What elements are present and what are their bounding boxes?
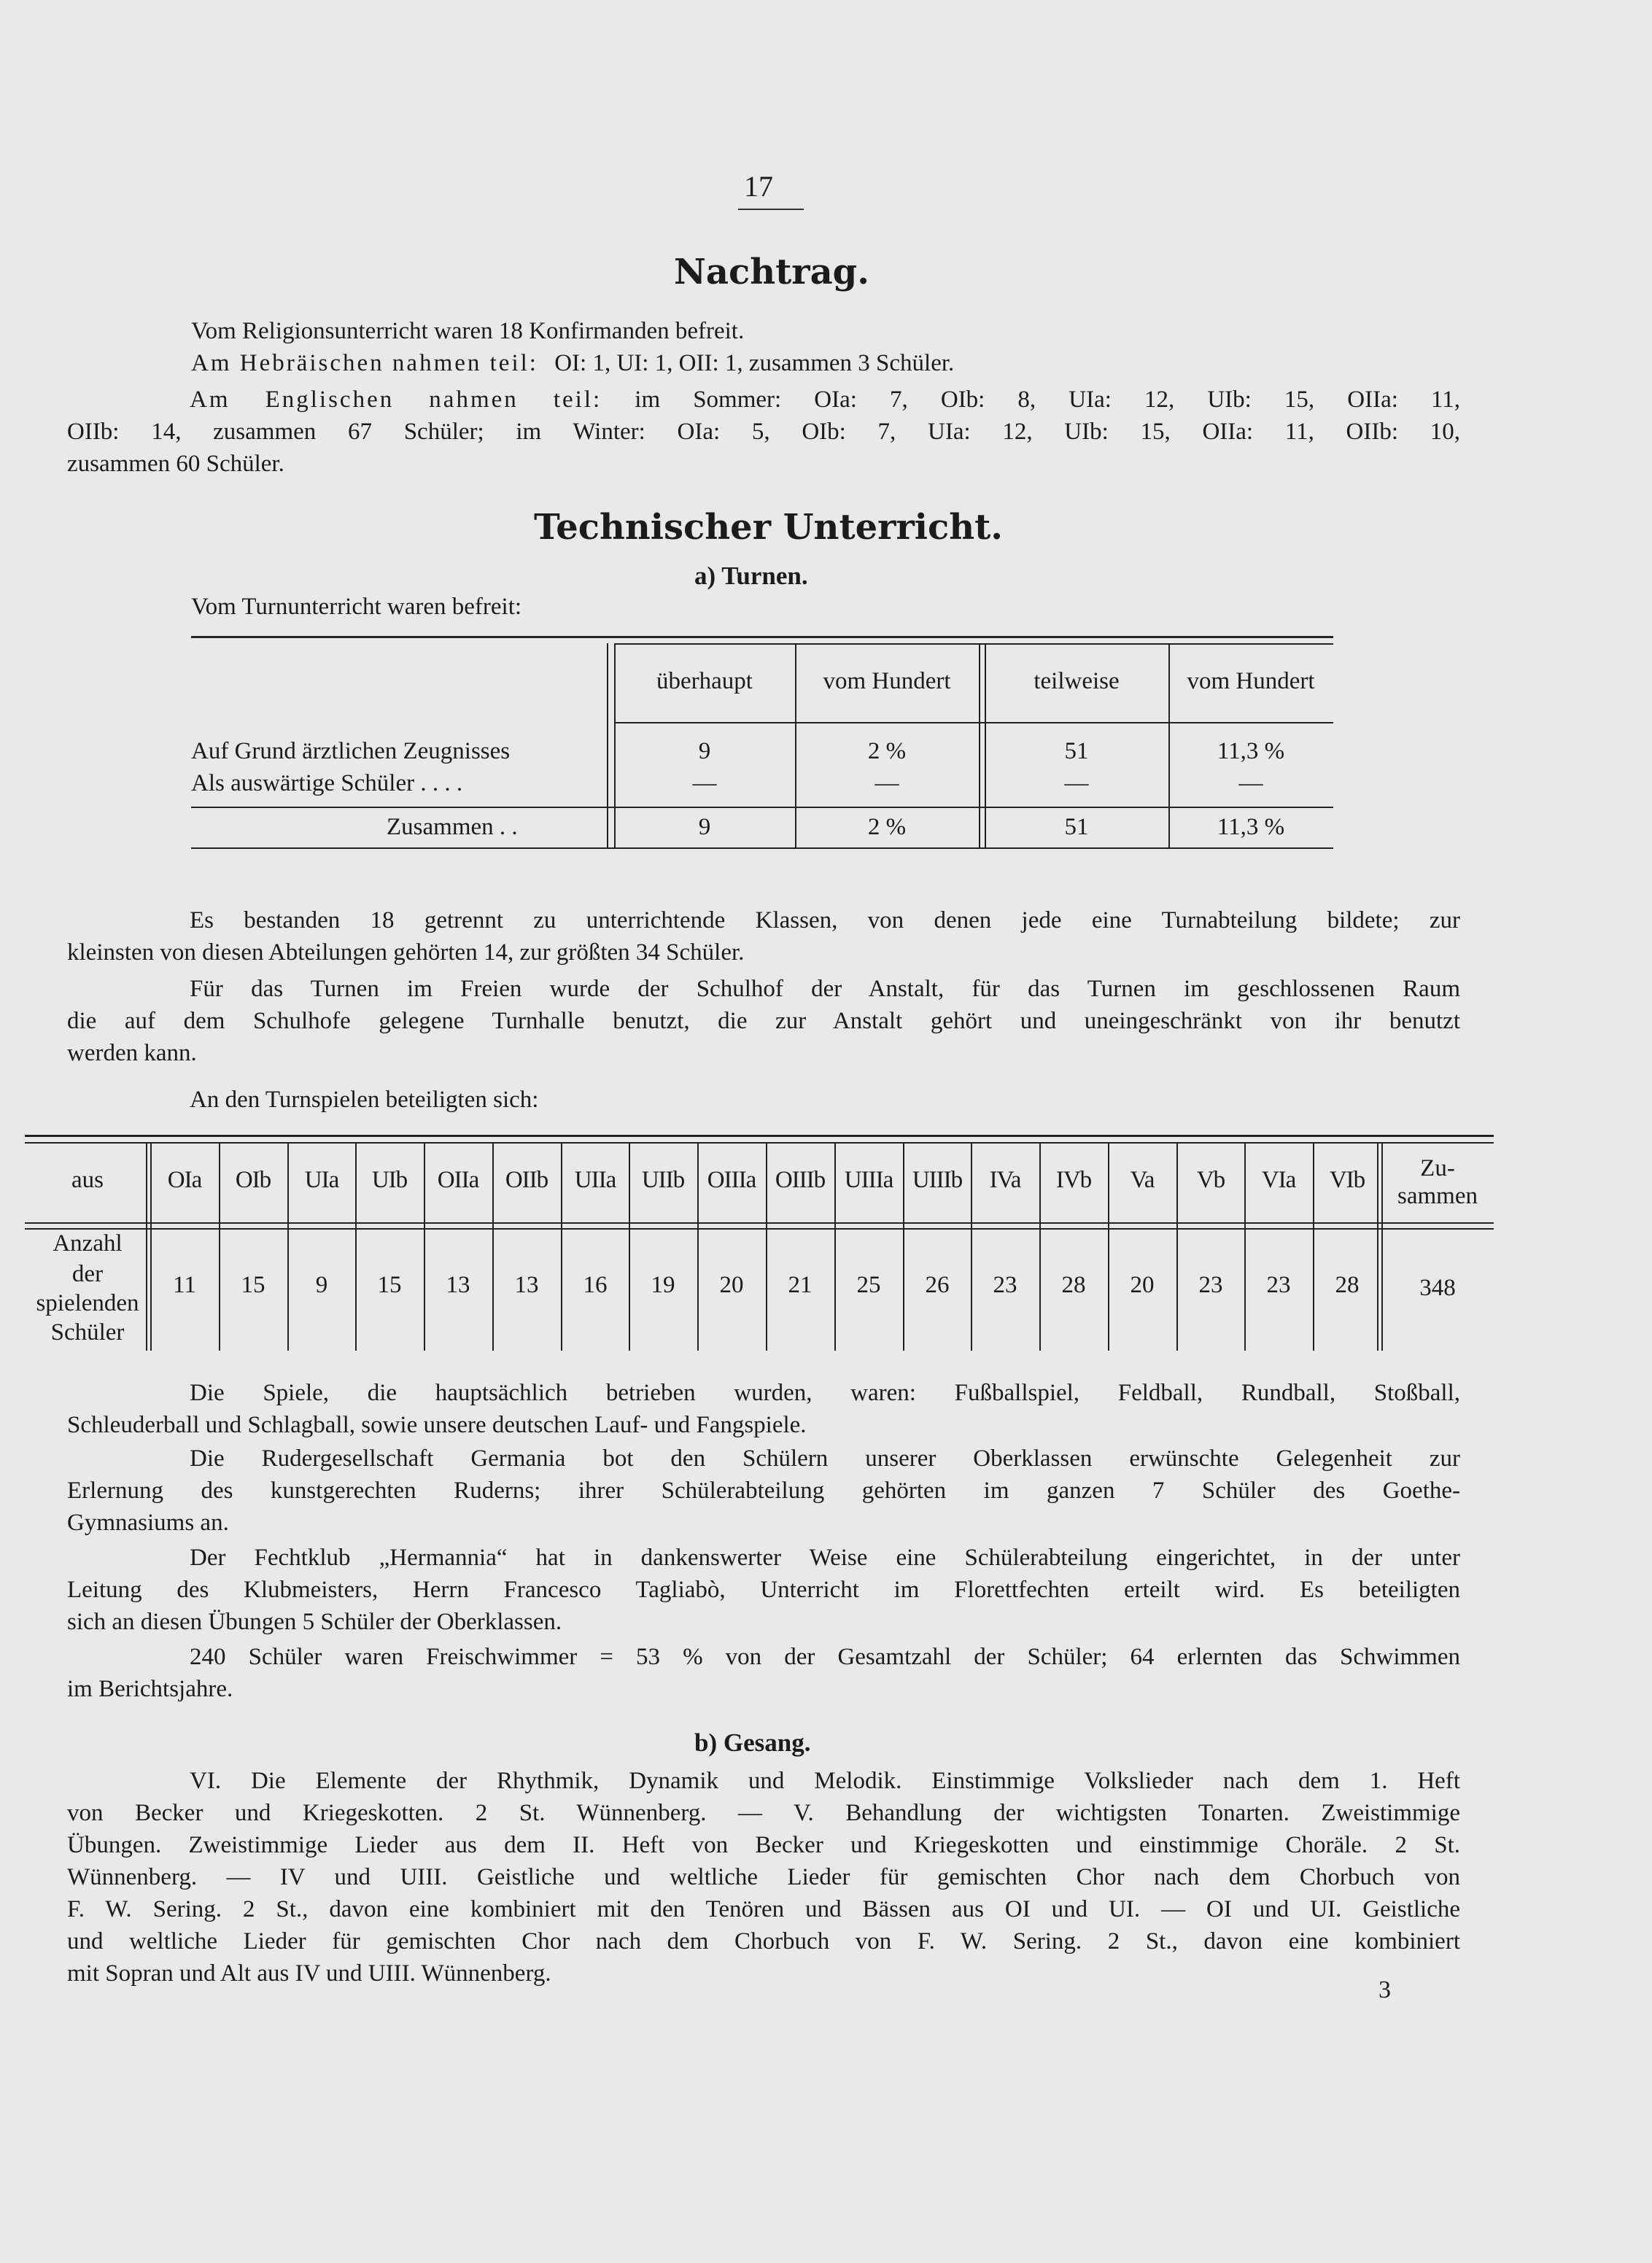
t1-head-3: teilweise	[1034, 668, 1120, 694]
t2-class-head: UIa	[304, 1167, 339, 1193]
t2-total-head-1: Zu-	[1420, 1155, 1455, 1181]
t2-row-label-head: aus	[71, 1167, 104, 1193]
gesang-line-1: VI. Die Elemente der Rhythmik, Dynamik und Melodik. Einstimmige Volkslieder nach dem 1. Heft	[190, 1768, 1460, 1794]
t2-value-cell: 15	[241, 1272, 265, 1298]
t1-row2-v1: —	[692, 770, 717, 796]
t2-value-cell: 23	[1266, 1272, 1291, 1298]
turnhalle-paragraph	[67, 973, 1460, 1069]
hebraeisch-rest: OI: 1, UI: 1, OII: 1, zusammen 3 Schüler.	[554, 350, 955, 376]
sheet-number: 3	[1378, 1976, 1391, 2003]
t2-class-head: VIb	[1329, 1167, 1365, 1193]
t2-value-cell: 13	[514, 1272, 539, 1298]
t2-class-head: VIa	[1261, 1167, 1296, 1193]
t2-row-label-1: Anzahl	[53, 1230, 123, 1257]
turnhalle-line-1: Für das Turnen im Freien wurde der Schulhof der Anstalt, für das Turnen im geschlossenen Raum	[190, 976, 1460, 1002]
t2-value-cell: 23	[1198, 1272, 1223, 1298]
klassen-paragraph	[67, 904, 1460, 969]
ruder-line-3: Gymnasiums an.	[67, 1510, 229, 1536]
t2-total-head-2: sammen	[1397, 1183, 1478, 1209]
fecht-line-3: sich an diesen Übungen 5 Schüler der Oberklassen.	[67, 1609, 562, 1635]
fecht-line-2: Leitung des Klubmeisters, Herrn Francesco Tagliabò, Unterricht im Florettfechten erteilt wird. Es beteiligten	[67, 1577, 1460, 1603]
t2-value-cell: 28	[1335, 1272, 1360, 1298]
t2-class-head: OIIa	[437, 1167, 479, 1193]
t2-value-cell: 13	[446, 1272, 470, 1298]
t2-class-head: UIIb	[641, 1167, 685, 1193]
t1-row2-label: Als auswärtige Schüler . . . .	[191, 770, 463, 796]
t1-row2-v2: —	[875, 770, 899, 796]
t1-top-rule	[191, 636, 1333, 638]
t2-class-head: UIIIb	[912, 1167, 963, 1193]
ruder-paragraph	[67, 1443, 1460, 1539]
t1-head-4: vom Hundert	[1187, 668, 1315, 694]
englisch-line-2: OIIb: 14, zusammen 67 Schüler; im Winter: OIa: 5, OIb: 7, UIa: 12, UIb: 15, OIIa: 11, OIIb: 10,	[67, 419, 1460, 445]
klassen-line-2: kleinsten von diesen Abteilungen gehörten 14, zur größten 34 Schüler.	[67, 939, 745, 966]
gesang-line-7: mit Sopran und Alt aus IV und UIII. Wünnenberg.	[67, 1960, 551, 1987]
t2-value-cell: 11	[173, 1272, 196, 1298]
gesang-line-3: Übungen. Zweistimmige Lieder aus dem II. Heft von Becker und Kriegeskotten und einstimmige Choräle. 2 St.	[67, 1832, 1460, 1858]
technisch-title: Technischer Unterricht.	[534, 507, 1003, 548]
englisch-paragraph	[67, 384, 1460, 480]
t1-sum-rule	[191, 807, 1333, 808]
turnspiele-intro: An den Turnspielen beteiligten sich:	[190, 1087, 539, 1113]
t2-value-cell: 20	[719, 1272, 744, 1298]
turnhalle-line-2: die auf dem Schulhofe gelegene Turnhalle benutzt, die zur Anstalt gehört und uneingeschränkt von ihr benutzt	[67, 1008, 1460, 1034]
t2-class-head: OIb	[235, 1167, 271, 1193]
t2-class-head: IVb	[1055, 1167, 1092, 1193]
t1-vline-d	[979, 643, 980, 849]
gesang-line-2: von Becker und Kriegeskotten. 2 St. Wünnenberg. — V. Behandlung der wichtigsten Tonarten. Zweistimmige	[67, 1800, 1460, 1826]
t1-total-v4: 11,3 %	[1217, 814, 1285, 840]
t2-value-cell: 23	[993, 1272, 1017, 1298]
t2-value-cell: 15	[377, 1272, 402, 1298]
klassen-line-1: Es bestanden 18 getrennt zu unterrichtende Klassen, von denen jede eine Turnabteilung bildete; zur	[190, 907, 1460, 933]
schwimm-line-2: im Berichtsjahre.	[67, 1676, 233, 1702]
t2-value-cell: 25	[856, 1272, 881, 1298]
t2-row-label-3: spielenden	[36, 1290, 139, 1316]
t2-class-head: OIIIa	[707, 1167, 756, 1193]
t2-head-rule	[25, 1222, 1494, 1224]
t2-class-head: OIIIb	[775, 1167, 826, 1193]
schwimm-line-1: 240 Schüler waren Freischwimmer = 53 % von der Gesamtzahl der Schüler; 64 erlernten das Schwimmen	[190, 1644, 1460, 1670]
t1-head-rule	[614, 722, 1333, 723]
page-number: 17	[744, 170, 773, 203]
t1-total-v1: 9	[698, 814, 711, 840]
fecht-paragraph	[67, 1542, 1460, 1638]
t2-class-head: Va	[1130, 1167, 1155, 1193]
schwimm-paragraph	[67, 1641, 1460, 1705]
t1-row1-v3: 51	[1064, 738, 1089, 764]
ruder-line-1: Die Rudergesellschaft Germania bot den Schülern unserer Oberklassen erwünschte Gelegenheit zur	[190, 1445, 1460, 1472]
religion-line: Vom Religionsunterricht waren 18 Konfirmanden befreit.	[191, 318, 745, 344]
t1-row2-v3: —	[1064, 770, 1089, 796]
t1-total-v2: 2 %	[867, 814, 907, 840]
t2-class-head: UIb	[371, 1167, 408, 1193]
gesang-line-6: und weltliche Lieder für gemischten Chor nach dem Chorbuch von F. W. Sering. 2 St., davon eine kombiniert	[67, 1928, 1460, 1955]
page-number-rule	[738, 209, 804, 210]
t2-top-rule	[25, 1135, 1494, 1137]
befreit-intro: Vom Turnunterricht waren befreit:	[191, 594, 522, 620]
t1-row1-label: Auf Grund ärztlichen Zeugnisses	[191, 738, 511, 764]
t1-top-rule-2	[614, 643, 1333, 645]
t1-row1-v2: 2 %	[867, 738, 907, 764]
t2-value-cell: 20	[1130, 1272, 1155, 1298]
t2-head-rule-2	[25, 1228, 1494, 1230]
t2-class-head: IVa	[989, 1167, 1021, 1193]
t1-row1-v1: 9	[698, 738, 711, 764]
t2-top-rule-2	[25, 1142, 1494, 1144]
englisch-line-3: zusammen 60 Schüler.	[67, 451, 284, 477]
ruder-line-2: Erlernung des kunstgerechten Ruderns; ihrer Schülerabteilung gehörten im ganzen 7 Schüler des Goethe-	[67, 1478, 1460, 1504]
gesang-line-5: F. W. Sering. 2 St., davon eine kombiniert mit den Tenören und Bässen aus OI und UI. — OI und UI. Geistliche	[67, 1896, 1460, 1922]
t2-total-value: 348	[1419, 1275, 1456, 1301]
turnen-title: a) Turnen.	[694, 562, 808, 590]
spiele-paragraph	[67, 1377, 1460, 1441]
t2-value-cell: 19	[651, 1272, 675, 1298]
turnhalle-line-3: werden kann.	[67, 1040, 197, 1066]
t1-head-2: vom Hundert	[823, 668, 951, 694]
gesang-paragraph	[67, 1765, 1460, 1990]
spiele-line-1: Die Spiele, die hauptsächlich betrieben wurden, waren: Fußballspiel, Feldball, Rundball, Stoßball,	[190, 1380, 1460, 1406]
hebraeisch-line	[191, 350, 954, 377]
t2-value-cell: 16	[583, 1272, 608, 1298]
gesang-title: b) Gesang.	[694, 1728, 811, 1757]
t1-vline-a	[607, 643, 608, 849]
t1-total-v3: 51	[1064, 814, 1089, 840]
t1-bottom-rule	[191, 847, 1333, 849]
englisch-line-1: Am Englischen nahmen teil: im Sommer: OIa: 7, OIb: 8, UIa: 12, UIb: 15, OIIa: 11,	[190, 387, 1461, 413]
fecht-line-1: Der Fechtklub „Hermannia“ hat in dankenswerter Weise eine Schülerabteilung eingerichtet, in der unter	[190, 1545, 1460, 1571]
hebraeisch-lead: Am Hebräischen nahmen teil:	[191, 350, 538, 376]
t2-row-label-4: Schüler	[50, 1319, 125, 1346]
gesang-line-4: Wünnenberg. — IV und UIII. Geistliche und weltliche Lieder für gemischten Chor nach dem Chorbuch von	[67, 1864, 1460, 1890]
t2-class-head: OIIb	[505, 1167, 548, 1193]
spiele-line-2: Schleuderball und Schlagball, sowie unsere deutschen Lauf- und Fangspiele.	[67, 1412, 807, 1438]
t2-class-head: UIIa	[574, 1167, 616, 1193]
t2-value-cell: 9	[315, 1272, 328, 1298]
t1-row1-v4: 11,3 %	[1217, 738, 1285, 764]
t1-row2-v4: —	[1238, 770, 1263, 796]
t2-class-head: OIa	[167, 1167, 202, 1193]
t1-total-label: Zusammen . .	[387, 814, 518, 840]
t2-row-label-2: der	[71, 1261, 104, 1287]
t2-value-cell: 21	[788, 1272, 813, 1298]
t2-value-cell: 26	[925, 1272, 950, 1298]
t2-class-head: Vb	[1196, 1167, 1225, 1193]
t1-head-1: überhaupt	[656, 668, 753, 694]
t2-value-cell: 28	[1061, 1272, 1086, 1298]
nachtrag-title: Nachtrag.	[674, 252, 869, 292]
t2-class-head: UIIIa	[844, 1167, 893, 1193]
